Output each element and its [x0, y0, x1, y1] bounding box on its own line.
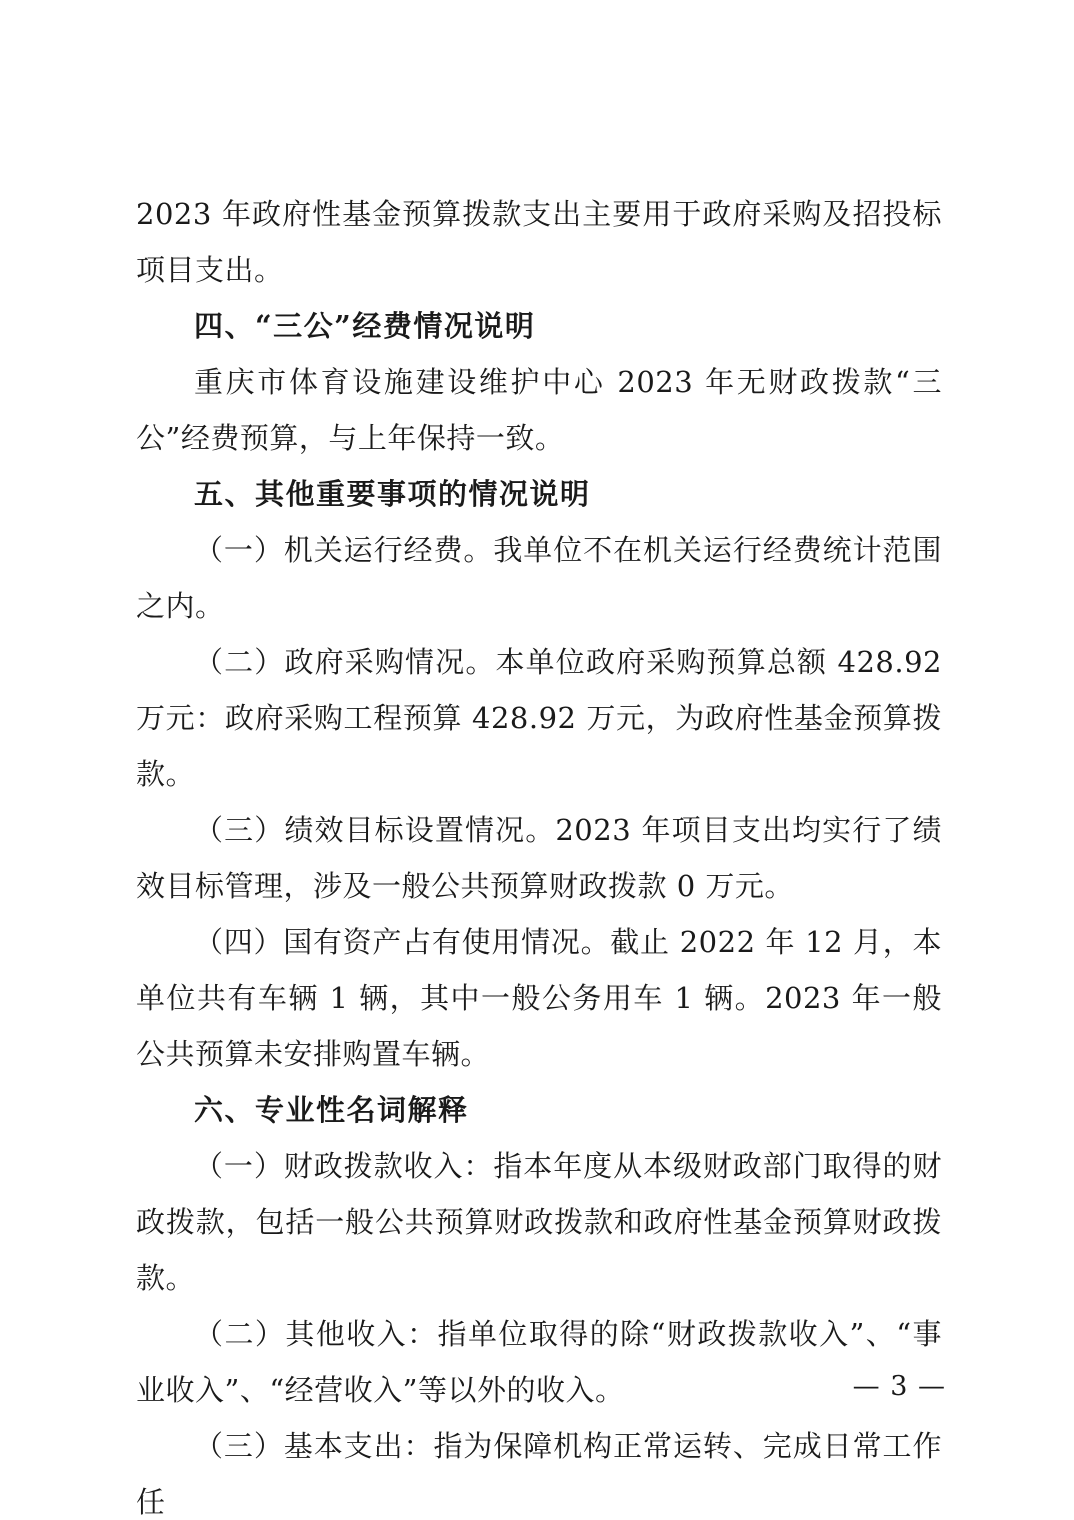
paragraph: （一）财政拨款收入：指本年度从本级财政部门取得的财政拨款，包括一般公共预算财政拨款和政府性基金预算财政拨款。 — [136, 1149, 942, 1295]
paragraph: 重庆市体育设施建设维护中心 2023 年无财政拨款“三公”经费预算，与上年保持一致。 — [136, 365, 942, 455]
paragraph: （三）绩效目标设置情况。2023 年项目支出均实行了绩效目标管理，涉及一般公共预算财政拨款 0 万元。 — [136, 813, 942, 903]
document-body — [136, 186, 942, 1520]
paragraph: （二）其他收入：指单位取得的除“财政拨款收入”、“事业收入”、“经营收入”等以外的收入。 — [136, 1317, 942, 1407]
paragraph: 2023 年政府性基金预算拨款支出主要用于政府采购及招投标项目支出。 — [136, 197, 942, 287]
paragraph: （四）国有资产占有使用情况。截止 2022 年 12 月，本单位共有车辆 1 辆，其中一般公务用车 1 辆。2023 年一般公共预算未安排购置车辆。 — [136, 925, 942, 1071]
page-number: — 3 — — [852, 1371, 946, 1402]
paragraph: （三）基本支出：指为保障机构正常运转、完成日常工作任 — [136, 1429, 942, 1519]
section-heading: 六、专业性名词解释 — [194, 1093, 469, 1127]
section-heading: 五、其他重要事项的情况说明 — [194, 477, 591, 511]
paragraph: （二）政府采购情况。本单位政府采购预算总额 428.92 万元：政府采购工程预算 428.92 万元，为政府性基金预算拨款。 — [136, 645, 942, 791]
section-heading: 四、“三公”经费情况说明 — [194, 309, 536, 343]
paragraph: （一）机关运行经费。我单位不在机关运行经费统计范围之内。 — [136, 533, 942, 623]
